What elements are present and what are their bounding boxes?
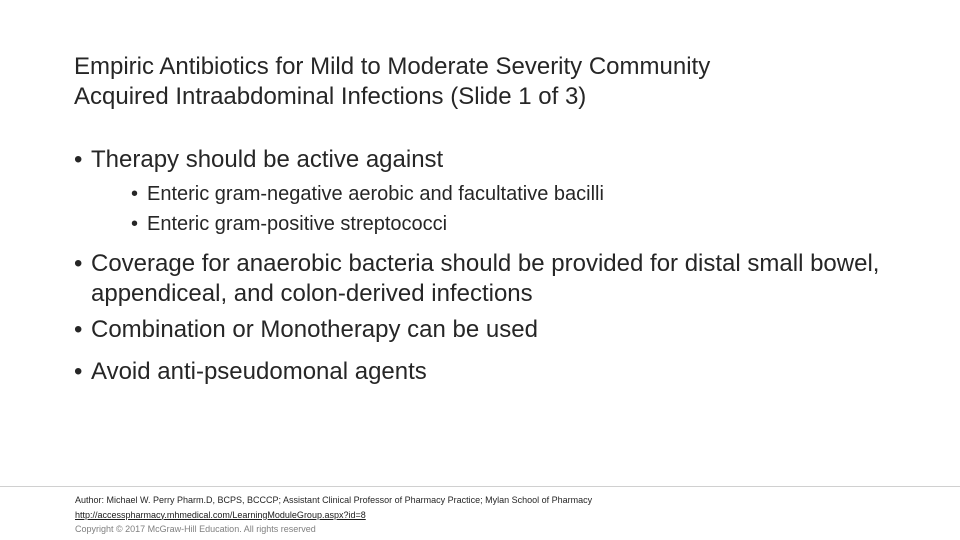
bullet-coverage: • Coverage for anaerobic bacteria should be provided for distal small bowel, appendiceal, and colon-derived infections [74,249,894,309]
slide-title-line1: Empiric Antibiotics for Mild to Moderate Severity Community [74,53,711,80]
bullet-combination: • Combination or Monotherapy can be used [74,315,894,345]
footer-divider [0,486,960,487]
footer-author: Author: Michael W. Perry Pharm.D, BCPS, BCCCP; Assistant Clinical Professor of Pharmacy Practice; Mylan School of Pharmacy [75,495,593,505]
sub-bullet-gram-negative: • Enteric gram-negative aerobic and facultative bacilli [91,179,894,209]
slide-title-line2: Acquired Intraabdominal Infections (Slide 1 of 3) [74,83,587,110]
slide-title [74,52,894,112]
footer [75,493,935,537]
sub-bullet-gram-positive: • Enteric gram-positive streptococci [91,209,894,239]
bullet-list [74,145,894,387]
footer-copyright: Copyright © 2017 McGraw-Hill Education. All rights reserved [75,524,316,534]
bullet-therapy [74,145,894,239]
bullet-avoid: • Avoid anti-pseudomonal agents [74,357,894,387]
therapy-sub-list [91,179,894,239]
footer-source-link[interactable]: http://accesspharmacy.mhmedical.com/LearningModuleGroup.aspx?id=8 [75,509,366,520]
bullet-therapy-text: Therapy should be active against [91,146,444,173]
